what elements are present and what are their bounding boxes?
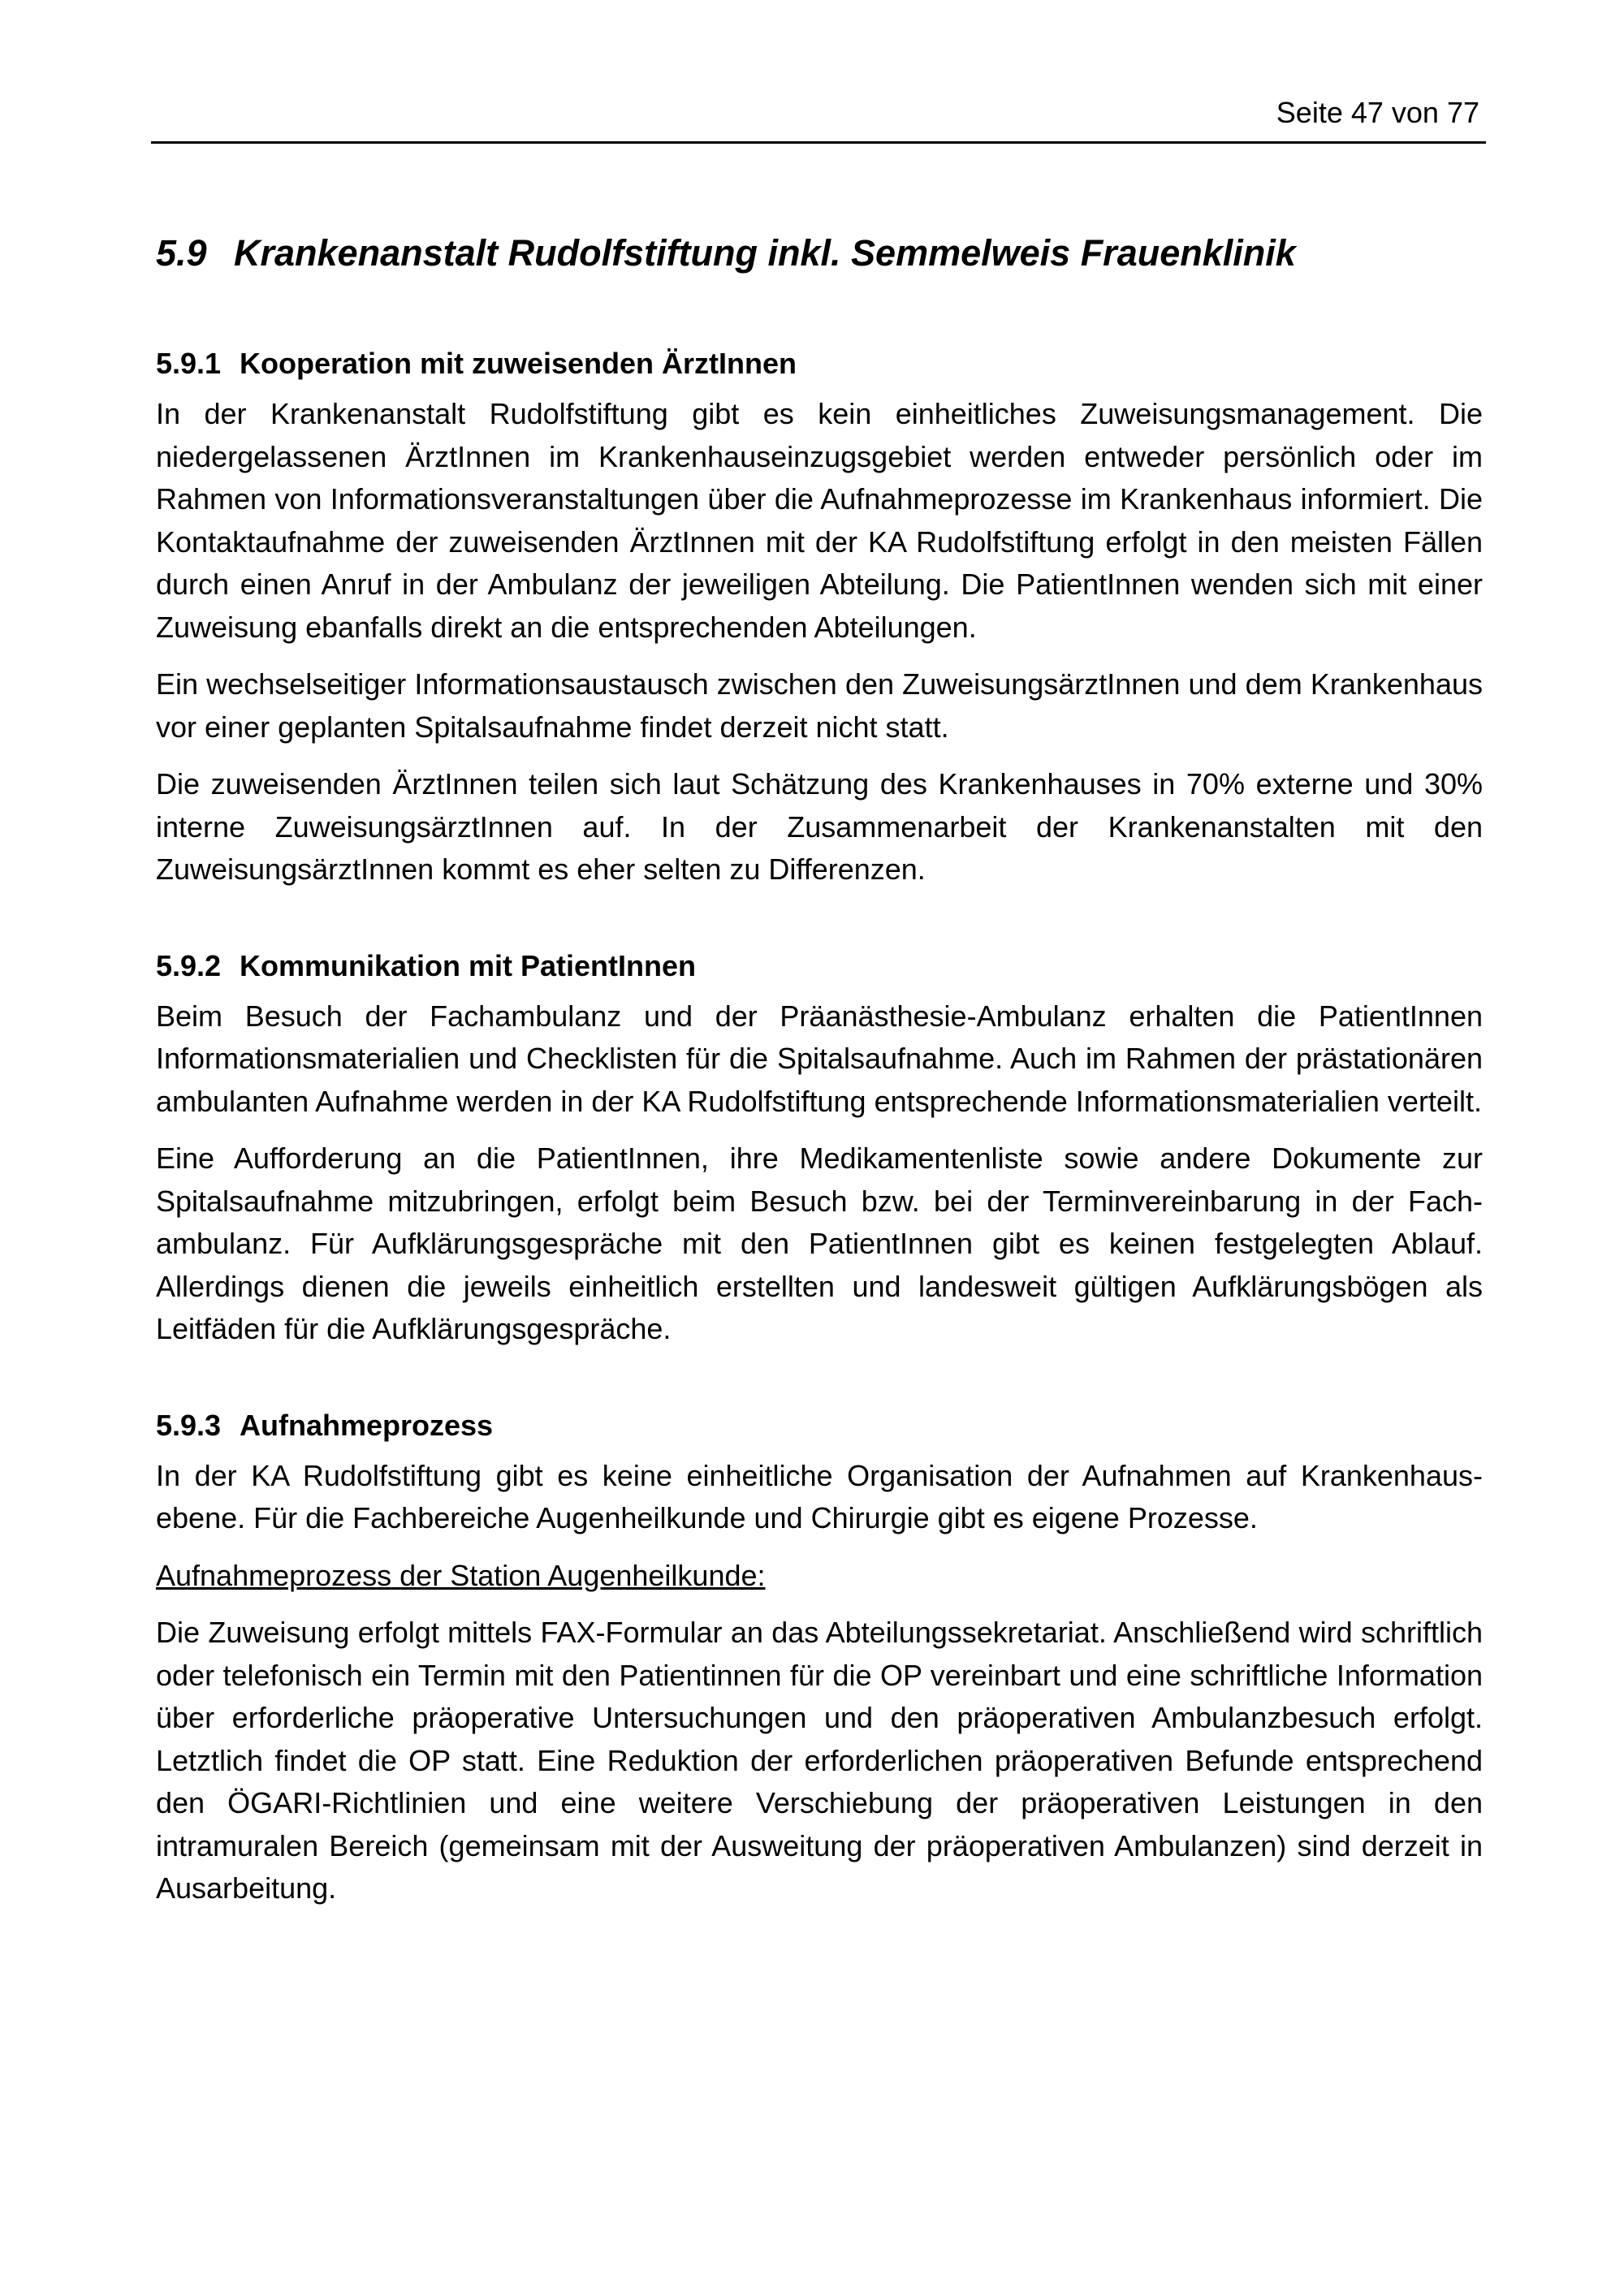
- page-header: [151, 91, 1486, 144]
- paragraph: Die Zuweisung erfolgt mittels FAX-Formular an das Abteilungssekretariat. Anschließend wird schriftlich oder telefonisch ein Termin mit den Patientinnen für die OP vereinbart und eine schriftliche Information über erforderliche präoperative Untersuchungen und den präoperativen Ambulanzbesuch erfolgt. Letztlich findet die OP statt. Eine Reduktion der erforderlichen präoperativen Befunde entsprechend den ÖGARI-Richtlinien und eine weitere Verschiebung der präoperativen Leistungen in den intramuralen Bereich (gemeinsam mit der Ausweitung der präoperativen Ambulanzen) sind derzeit in Ausarbeitung.: [156, 1616, 1483, 1905]
- subsection-title: Kommunikation mit PatientInnen: [240, 948, 697, 982]
- subsection-number: 5.9.3: [156, 1408, 222, 1442]
- page-content: [156, 229, 1483, 1964]
- paragraph: Eine Aufforderung an die PatientInnen, ihre Medikamentenliste sowie andere Dokumente zur Spitalsaufnahme mitzubringen, erfolgt beim Besuch bzw. bei der Terminvereinbarung in der Fachambulanz. Für Aufklärungsgespräche mit den PatientInnen gibt es keinen festgelegten Ablauf. Allerdings dienen die jeweils einheitlich erstellten und landesweit gültigen Aufklärungsbögen als Leitfäden für die Aufklärungsgespräche.: [156, 1142, 1483, 1345]
- section-heading: [156, 229, 1483, 278]
- section-number: 5.9: [156, 232, 207, 274]
- subsection-heading: [156, 343, 1483, 385]
- subsection-title: Kooperation mit zuweisenden ÄrztInnen: [240, 347, 797, 380]
- subsection-5-9-2: [156, 945, 1483, 1351]
- subsection-title: Aufnahmeprozess: [240, 1408, 494, 1442]
- subsection-heading: [156, 945, 1483, 987]
- subsection-number: 5.9.2: [156, 948, 222, 982]
- section-title: Krankenanstalt Rudolfstiftung inkl. Semmelweis Frauenklinik: [234, 232, 1296, 274]
- page-number: Seite 47 von 77: [1276, 96, 1479, 129]
- subsection-number: 5.9.1: [156, 347, 222, 380]
- subsection-heading: [156, 1405, 1483, 1447]
- paragraph: In der Krankenanstalt Rudolfstiftung gibt es kein einheitliches Zuweisungsmanagement. Die niedergelassenen ÄrztInnen im Krankenhauseinzugsgebiet werden entweder persönlich oder im Rahmen von Informationsveranstaltungen über die Aufnahmeprozesse im Krankenhaus informiert. Die Kontaktaufnahme der zuweisenden ÄrztInnen mit der KA Rudolfstiftung erfolgt in den meisten Fällen durch einen Anruf in der Ambulanz der jeweiligen Abteilung. Die PatientInnen wenden sich mit einer Zuweisung ebanfalls direkt an die entsprechenden Abteilungen.: [156, 397, 1483, 644]
- underlined-subheading: Aufnahmeprozess der Station Augenheilkunde:: [156, 1558, 766, 1592]
- paragraph: In der KA Rudolfstiftung gibt es keine einheitliche Organisation der Aufnahmen auf Krankenhausebene. Für die Fachbereiche Augenheilkunde und Chirurgie gibt es eigene Prozesse.: [156, 1458, 1483, 1534]
- paragraph: Ein wechselseitiger Informationsaustausch zwischen den ZuweisungsärztInnen und dem Krankenhaus vor einer geplanten Spitalsaufnahme findet derzeit nicht statt.: [156, 667, 1483, 744]
- paragraph: Beim Besuch der Fachambulanz und der Präanästhesie-Ambulanz erhalten die PatientInnen Informationsmaterialien und Checklisten für die Spitalsaufnahme. Auch im Rahmen der prästationären ambulanten Aufnahme werden in der KA Rudolfstiftung entsprechende Informationsmaterialien verteilt.: [156, 999, 1483, 1118]
- subsection-5-9-3: [156, 1405, 1483, 1910]
- paragraph: Die zuweisenden ÄrztInnen teilen sich laut Schätzung des Krankenhauses in 70% externe und 30% interne ZuweisungsärztInnen auf. In der Zusammenarbeit der Krankenanstalten mit den ZuweisungsärztInnen kommt es eher selten zu Differenzen.: [156, 767, 1483, 886]
- subsection-5-9-1: [156, 343, 1483, 891]
